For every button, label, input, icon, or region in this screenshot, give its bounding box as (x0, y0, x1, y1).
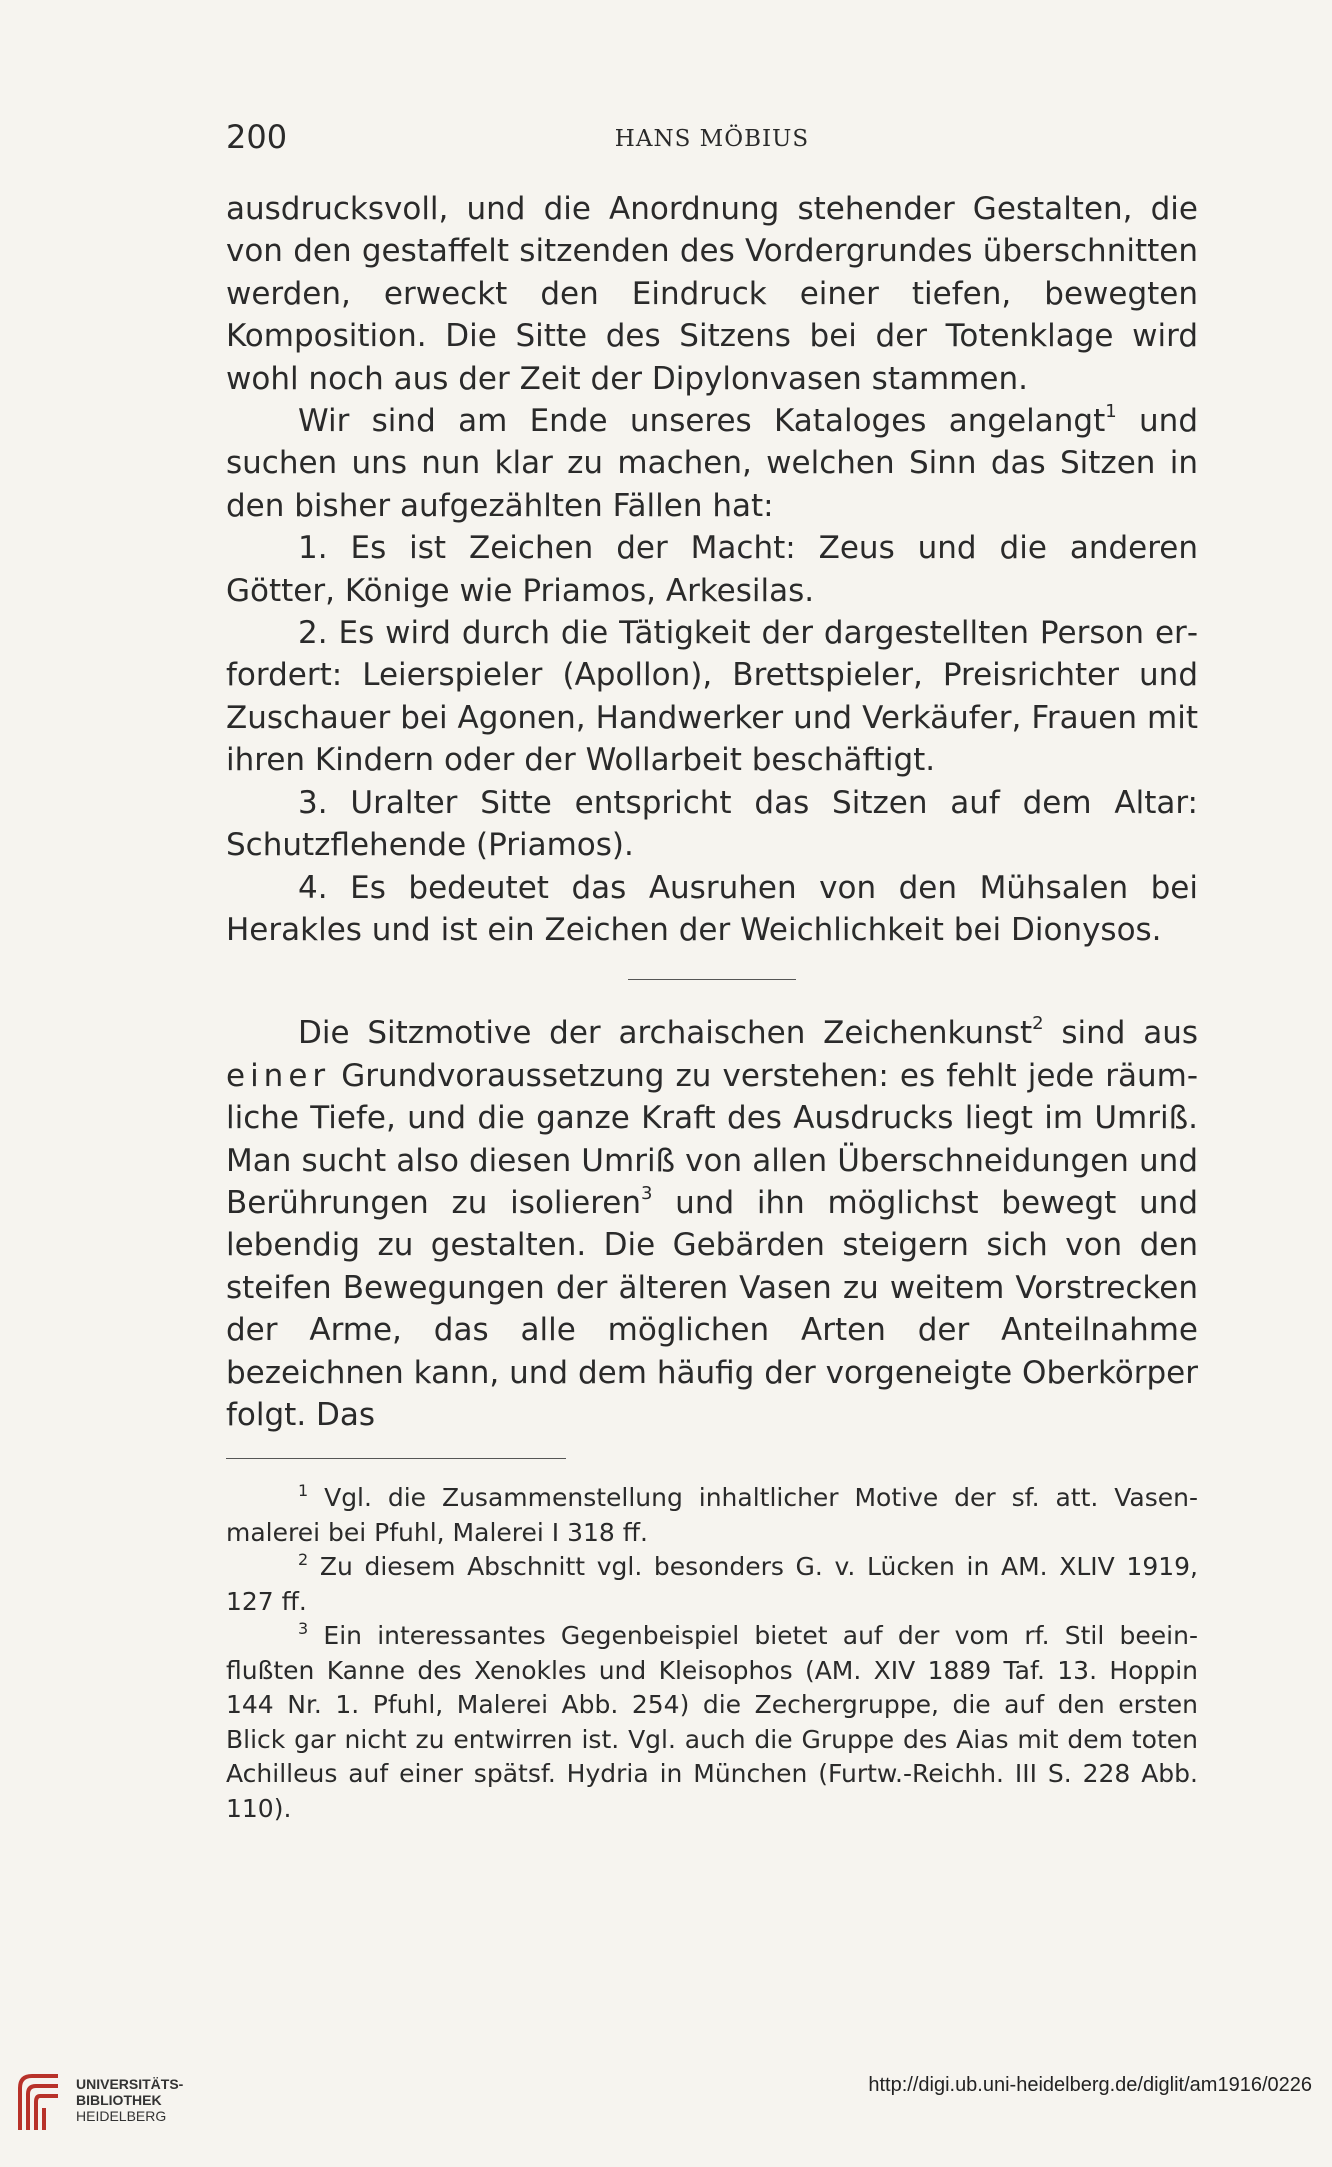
footnote-number: 2 (298, 1550, 309, 1570)
list-item-2: 2. Es wird durch die Tätigkeit der dargestellten Person erfordert: Leierspieler (Apollon), Brettspieler, Preisrichter und Zuschauer bei Agonen, Handwerker und Verkäufer, Frauen mit ihren Kindern oder der Wollarbeit beschäftigt. (226, 615, 1198, 779)
digitization-footer (0, 2058, 1332, 2167)
footnote-3 (226, 1619, 1198, 1826)
paragraph-2-text-cont: und suchen uns nun klar zu machen, welchen Sinn das Sitzen in den bisher aufgezählten Fällen hat: (226, 403, 1199, 524)
footnotes (226, 1481, 1198, 1826)
paragraph-2 (226, 400, 1198, 527)
footnote-number: 3 (298, 1619, 309, 1639)
list-item-1: 1. Es ist Zeichen der Macht: Zeus und die anderen Götter, Könige wie Priamos, Arkesilas. (226, 530, 1198, 609)
footnote-ref-3[interactable]: 3 (641, 1182, 653, 1204)
footnote-2 (226, 1550, 1198, 1619)
source-url-link[interactable]: http://digi.ub.uni-heidelberg.de/diglit/am1916/0226 (868, 2074, 1312, 2096)
paragraph-3 (226, 1012, 1198, 1436)
page-number: 200 (226, 118, 288, 156)
paragraph-1: ausdrucksvoll, und die Anordnung stehender Gestalten, die von den gestaffelt sitzenden des Vordergrundes überschnitten werden, erweckt den Eindruck einer tiefen, bewegten Komposition. Die Sitte des Sitzens bei der Totenklage wird wohl noch aus der Zeit der Dipylonvasen stammen. (226, 191, 1198, 397)
list-item-3: 3. Uralter Sitte entspricht das Sitzen auf dem Altar: Schutzflehende (Priamos). (226, 784, 1198, 864)
library-name-line-3: HEIDELBERG (76, 2108, 167, 2124)
footnote-ref-2[interactable]: 2 (1032, 1013, 1044, 1035)
body-text (226, 188, 1198, 1826)
library-name-line-2: BIBLIOTHEK (76, 2092, 162, 2108)
running-head: HANS MÖBIUS (614, 126, 810, 152)
library-name (76, 2076, 183, 2124)
page-header (226, 118, 1198, 162)
section-divider (628, 979, 796, 980)
footnote-text: Zu diesem Abschnitt vgl. besonders G. v. Lücken in AM. XLIV 1919, 127 ff. (226, 1552, 1198, 1616)
footnote-divider (226, 1458, 566, 1459)
paragraph-3-text: Die Sitzmotive der archaischen Zeichenkunst (298, 1015, 1033, 1052)
paragraph-3-text-c: Grundvoraussetzung zu verstehen: es fehlt jede räumliche Tiefe, und die ganze Kraft des Ausdrucks liegt im Umriß. Man sucht also diesen Umriß von allen Überschneidungen und Berührungen zu isolieren (226, 1057, 1198, 1221)
library-name-line-1: UNIVERSITÄTS- (76, 2076, 184, 2092)
paragraph-3-text-d: und ihn möglichst bewegt und lebendig zu gestalten. Die Gebärden steigern sich von den steifen Bewegungen der älteren Vasen zu weitem Vorstrecken der Arme, das alle möglichen Arten der Anteilnahme bezeichnen kann, und dem häufig der vorgeneigte Oberkörper folgt. Das (226, 1184, 1198, 1433)
spaced-word: einer (226, 1057, 331, 1094)
library-logo-icon[interactable] (14, 2072, 64, 2134)
footnote-text: Ein interessantes Gegenbeispiel bietet auf der vom rf. Stil beeinflußten Kanne des Xenokles und Kleisophos (AM. XIV 1889 Taf. 13. Hoppin 144 Nr. 1. Pfuhl, Malerei Abb. 254) die Zechergruppe, die auf den ersten Blick gar nicht zu entwirren ist. Vgl. auch die Gruppe des Aias mit dem toten Achilleus auf einer spätsf. Hydria in München (Furtw.-Reichh. III S. 228 Abb. 110). (226, 1621, 1198, 1823)
footnote-number: 1 (298, 1481, 309, 1501)
footnote-ref-1[interactable]: 1 (1105, 401, 1117, 423)
footnote-1 (226, 1481, 1198, 1550)
list-item-4: 4. Es bedeutet das Ausruhen von den Mühsalen bei Herakles und ist ein Zeichen der Weichlichkeit bei Dionysos. (226, 869, 1198, 948)
paragraph-2-text: Wir sind am Ende unseres Kataloges angelangt (298, 403, 1106, 440)
paragraph-3-text-b: sind aus (1043, 1015, 1199, 1052)
footnote-text: Vgl. die Zusammenstellung inhaltlicher Motive der sf. att. Vasenmalerei bei Pfuhl, Malerei I 318 ff. (226, 1483, 1198, 1547)
